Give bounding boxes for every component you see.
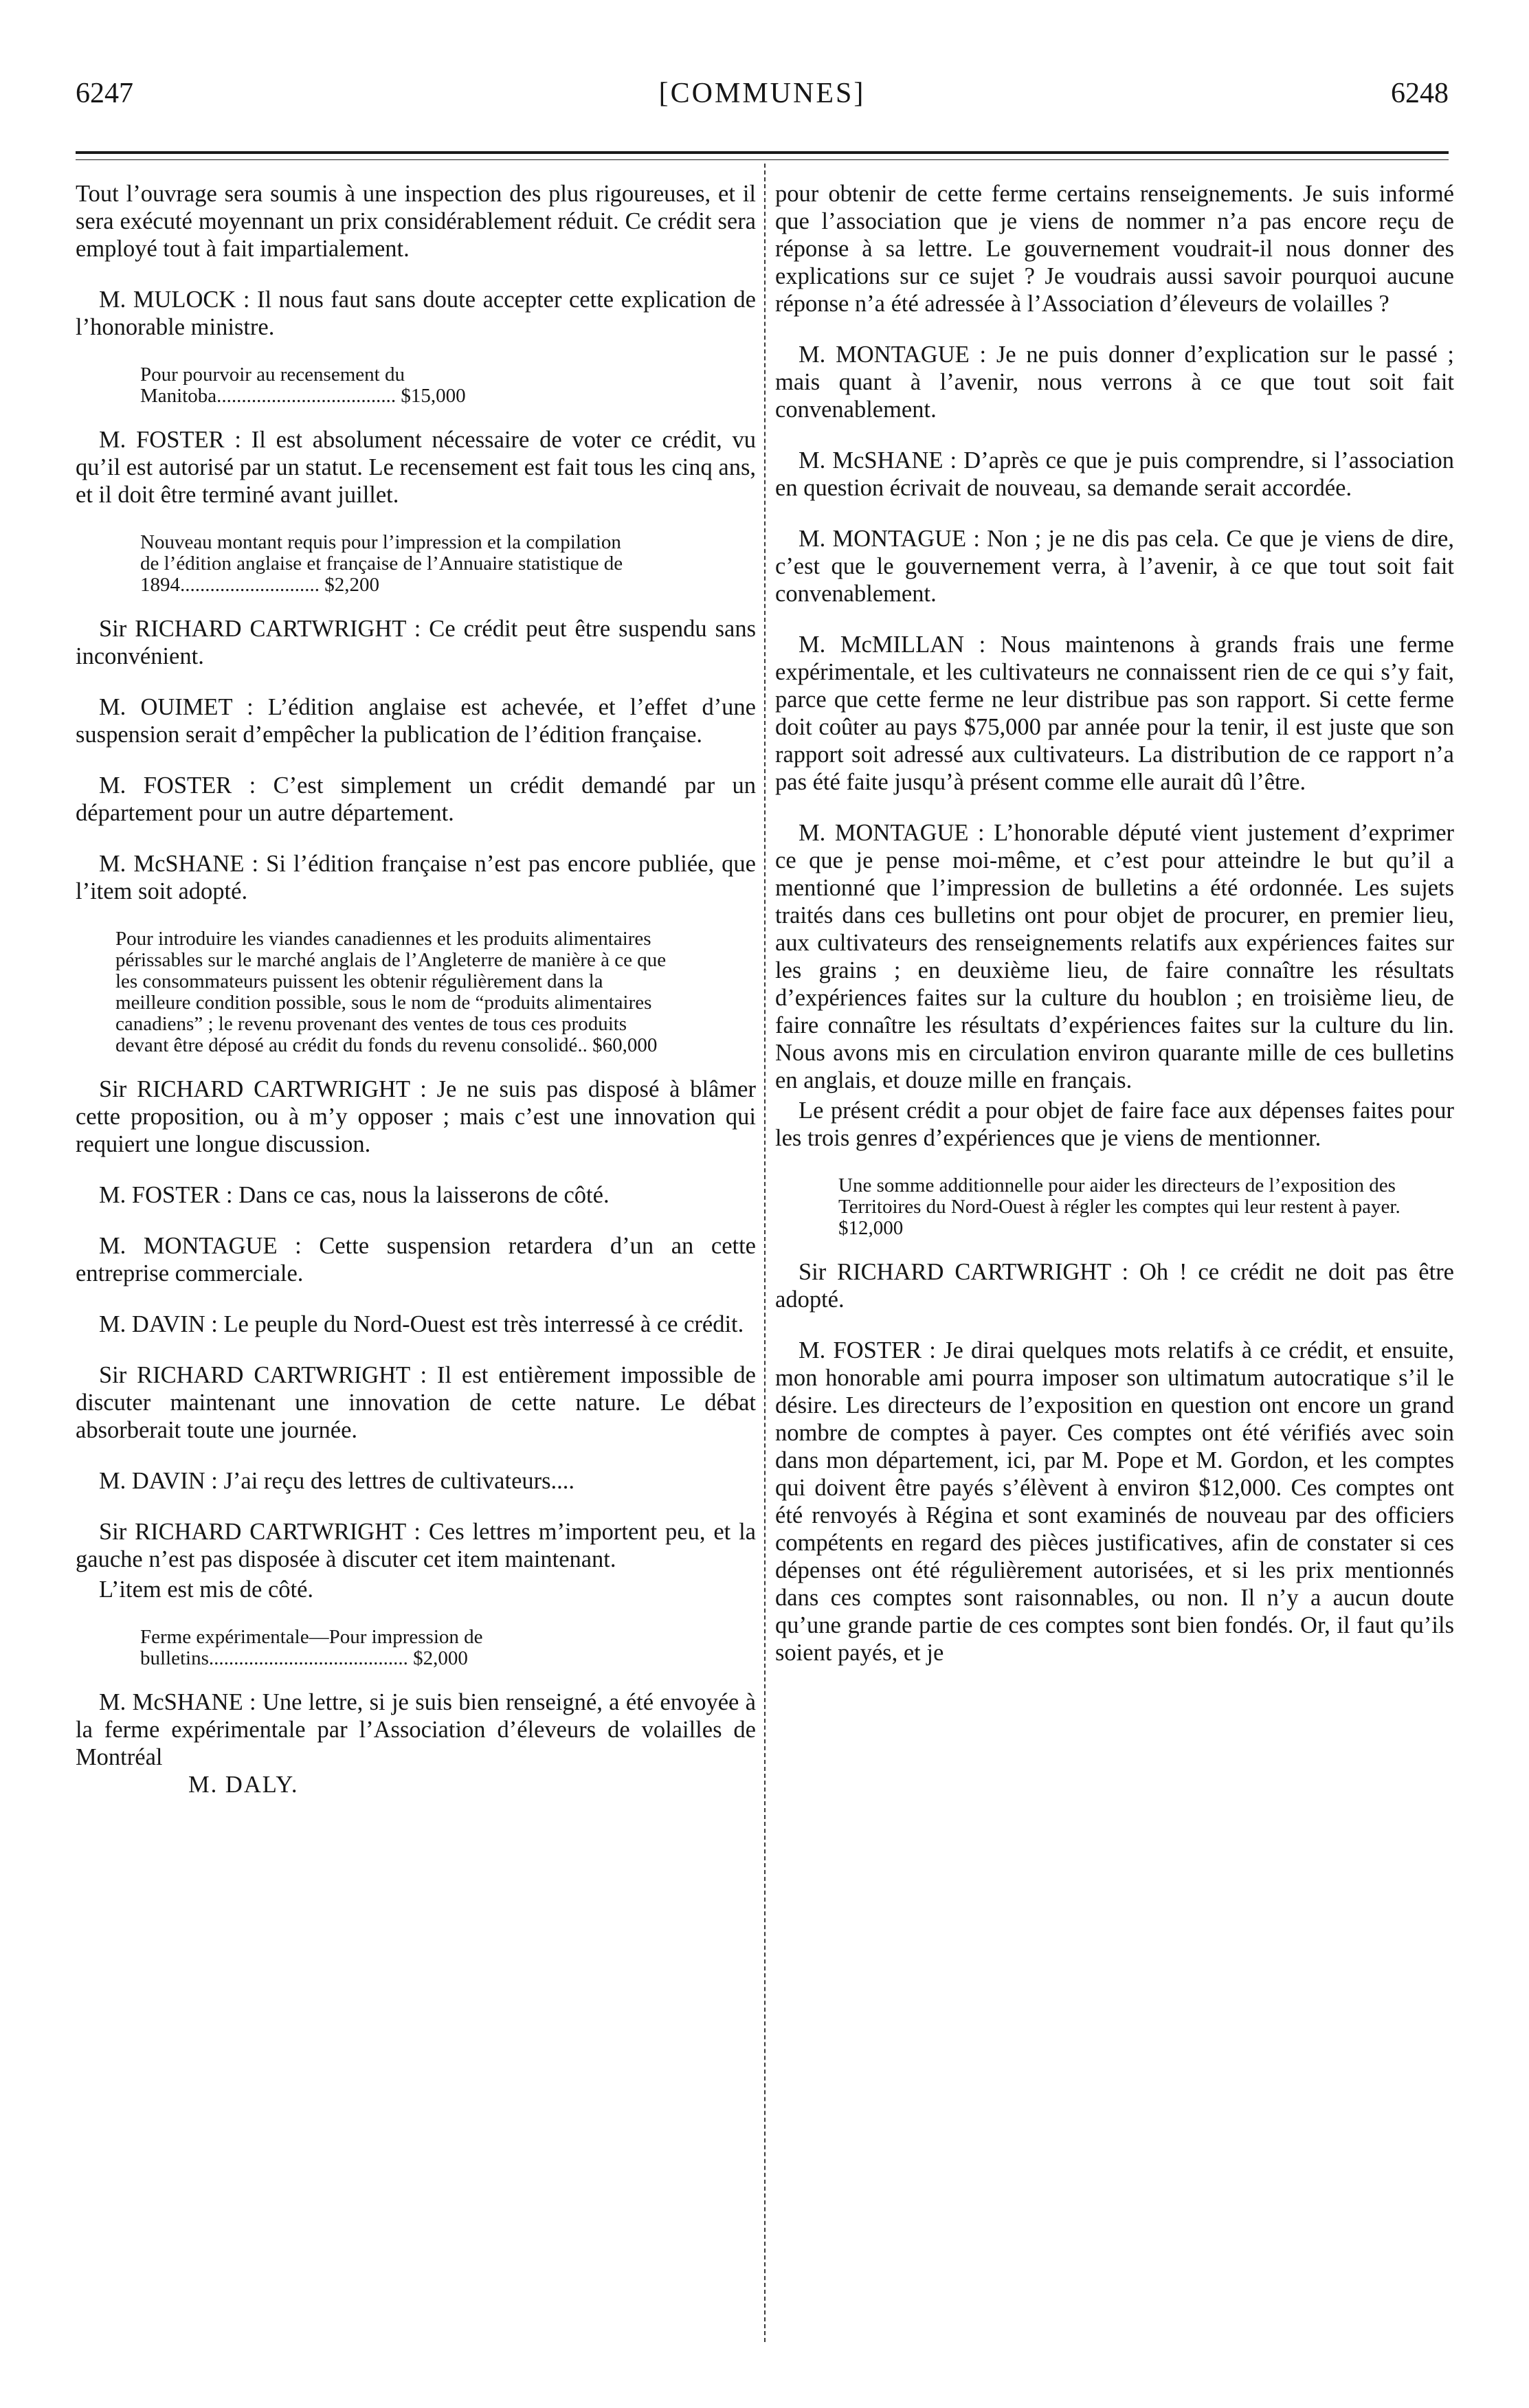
supply-item-amount: $60,000 bbox=[592, 1034, 658, 1056]
paragraph: M. MONTAGUE : Cette suspension retardera d’un an cette entreprise commerciale. bbox=[76, 1233, 756, 1286]
signature-line: M. DALY. bbox=[188, 1772, 299, 1798]
page-header bbox=[76, 77, 1449, 118]
paragraph: M. FOSTER : Dans ce cas, nous la laisserons de côté. bbox=[99, 1182, 610, 1208]
running-head: [COMMUNES] bbox=[658, 78, 866, 109]
supply-item-amount: $2,200 bbox=[324, 574, 379, 596]
paragraph: M. McMILLAN : Nous maintenons à grands frais une ferme expérimentale, et les cultivateurs ne connaissent rien de ce qui s’y fait, parce que cette ferme ne leur distribue pas son rapport. Si cette ferme doit coûter au pays $75,000 par année pour la tenir, il est juste que son rapport soit adressé aux cultivateurs. La distribution de ce rapport n’a pas été faite jusqu’à présent comme elle aurait dû l’être. bbox=[775, 632, 1454, 795]
supply-item-text: Pour pourvoir au recensement du Manitoba.................................... bbox=[140, 364, 405, 407]
supply-item bbox=[76, 1627, 756, 1669]
paragraph: pour obtenir de cette ferme certains renseignements. Je suis informé que l’association que je viens de nommer n’a pas encore reçu de réponse à sa lettre. Le gouvernement voudrait-il nous donner des explications sur ce sujet ? Je voudrais aussi savoir pourquoi aucune réponse n’a été adressée à l’Association d’éleveurs de volailles ? bbox=[775, 181, 1454, 317]
supply-item bbox=[76, 928, 756, 1056]
paragraph: Sir RICHARD CARTWRIGHT : Oh ! ce crédit ne doit pas être adopté. bbox=[775, 1259, 1454, 1313]
supply-item-text: Pour introduire les viandes canadiennes et les produits alimentaires périssables sur le marché anglais de l’Angleterre de manière à ce que les consommateurs puissent les obtenir régulièrement dans la meilleure condition possible, sous le nom de “produits alimentaires canadiens” ; le revenu provenant des ventes de tous ces produits devant être déposé au crédit du fonds du revenu consolidé.. bbox=[115, 928, 667, 1056]
supply-item bbox=[76, 364, 756, 407]
paragraph: Sir RICHARD CARTWRIGHT : Il est entièrement impossible de discuter maintenant une innovation de cette nature. Le débat absorberait toute une journée. bbox=[76, 1362, 756, 1443]
right-column bbox=[775, 180, 1454, 1690]
paragraph: M. DAVIN : Le peuple du Nord-Ouest est très interressé à ce crédit. bbox=[99, 1311, 744, 1337]
paragraph: Sir RICHARD CARTWRIGHT : Ce crédit peut être suspendu sans inconvénient. bbox=[76, 616, 756, 669]
left-column bbox=[76, 180, 756, 1801]
page-number-left: 6247 bbox=[76, 78, 133, 109]
paragraph: M. FOSTER : C’est simplement un crédit demandé par un département pour un autre département. bbox=[76, 772, 756, 826]
supply-item bbox=[775, 1175, 1454, 1239]
paragraph: Sir RICHARD CARTWRIGHT : Ces lettres m’importent peu, et la gauche n’est pas disposée à discuter cet item maintenant. bbox=[76, 1519, 756, 1572]
paragraph: M. FOSTER : Je dirai quelques mots relatifs à ce crédit, et ensuite, mon honorable ami pourra imposer son ultimatum autocratique s’il le désire. Les directeurs de l’exposition en question ont encore un grand nombre de comptes à payer. Ces comptes ont été vérifiés avec soin dans mon département, ici, par M. Pope et M. Gordon, et les comptes qui doivent être payés s’élèvent à environ $12,000. Ces comptes ont été renvoyés à Régina et sont examinés de nouveau par des officiers compétents en regard des pièces justificatives, afin de constater si ces dépenses ont été régulièrement autorisées, et si les prix mentionnés dans ces comptes sont raisonnables, ou non. Il n’y a aucun doute qu’une grande partie de ces comptes sont bien fondés. Or, il faut qu’ils soient payés, et je bbox=[775, 1337, 1454, 1666]
paragraph: M. MONTAGUE : Je ne puis donner d’explication sur le passé ; mais quant à l’avenir, nous verrons à ce que tout soit fait convenablement. bbox=[775, 342, 1454, 423]
paragraph: M. MONTAGUE : Non ; je ne dis pas cela. Ce que je viens de dire, c’est que le gouvernement verra, à l’avenir, à ce que tout soit fait convenablement. bbox=[775, 526, 1454, 607]
supply-item-amount: $2,000 bbox=[413, 1647, 468, 1669]
paragraph: Tout l’ouvrage sera soumis à une inspection des plus rigoureuses, et il sera exécuté moyennant un prix considérablement réduit. Ce crédit sera employé tout à fait impartialement. bbox=[76, 181, 756, 262]
paragraph: M. FOSTER : Il est absolument nécessaire de voter ce crédit, vu qu’il est autorisé par un statut. Le recensement est fait tous les cinq ans, et il doit être terminé avant juillet. bbox=[76, 427, 756, 508]
paragraph: Le présent crédit a pour objet de faire face aux dépenses faites pour les trois genres d’expériences que je viens de mentionner. bbox=[775, 1097, 1454, 1151]
header-rule-thin bbox=[76, 159, 1449, 160]
supply-item-text: Une somme additionnelle pour aider les directeurs de l’exposition des Territoires du Nord-Ouest à régler les comptes qui leur restent à payer. bbox=[838, 1174, 1400, 1218]
paragraph: M. McSHANE : D’après ce que je puis comprendre, si l’association en question écrivait de nouveau, sa demande serait accordée. bbox=[775, 447, 1454, 501]
paragraph: M. MULOCK : Il nous faut sans doute accepter cette explication de l’honorable ministre. bbox=[76, 287, 756, 340]
supply-item-amount: $15,000 bbox=[401, 385, 466, 407]
supply-item-text: Nouveau montant requis pour l’impression et la compilation de l’édition anglaise et française de l’Annuaire statistique de 1894............................ bbox=[140, 531, 623, 596]
supply-item-amount: $12,000 bbox=[838, 1217, 904, 1239]
page-number-right: 6248 bbox=[1391, 78, 1449, 109]
paragraph: M. MONTAGUE : L’honorable député vient justement d’exprimer ce que je pense moi-même, et c’est pour atteindre le but qu’il a mentionné que l’impression de bulletins a été ordonnée. Les sujets traités dans ces bulletins ont pour objet de procurer, en premier lieu, aux cultivateurs des renseignements relatifs aux expériences faites sur les grains ; en deuxième lieu, de faire connaître les résultats d’expériences faites sur la culture du houblon ; en troisième lieu, de faire connaître les résultats d’expériences faites sur la culture du lin. Nous avons mis en circulation environ quarante mille de ces bulletins en anglais, et douze mille en français. bbox=[775, 820, 1454, 1093]
paragraph-text: M. McSHANE : Une lettre, si je suis bien renseigné, a été envoyée à la ferme expérimentale par l’Association d’éleveurs de volailles de Montréal bbox=[76, 1689, 756, 1770]
paragraph: M. DAVIN : J’ai reçu des lettres de cultivateurs.... bbox=[99, 1468, 575, 1494]
paragraph bbox=[76, 1688, 756, 1798]
paragraph: L’item est mis de côté. bbox=[99, 1576, 314, 1603]
supply-item-text: Ferme expérimentale—Pour impression de bulletins........................................ bbox=[140, 1626, 483, 1669]
paragraph: M. OUIMET : L’édition anglaise est achevée, et l’effet d’une suspension serait d’empêcher la publication de l’édition française. bbox=[76, 694, 756, 748]
column-divider bbox=[764, 164, 766, 2342]
supply-item bbox=[76, 532, 756, 596]
paragraph: M. McSHANE : Si l’édition française n’est pas encore publiée, que l’item soit adopté. bbox=[76, 851, 756, 904]
header-rule-thick bbox=[76, 151, 1449, 154]
paragraph: Sir RICHARD CARTWRIGHT : Je ne suis pas disposé à blâmer cette proposition, ou à m’y opposer ; mais c’est une innovation qui requiert une longue discussion. bbox=[76, 1076, 756, 1157]
